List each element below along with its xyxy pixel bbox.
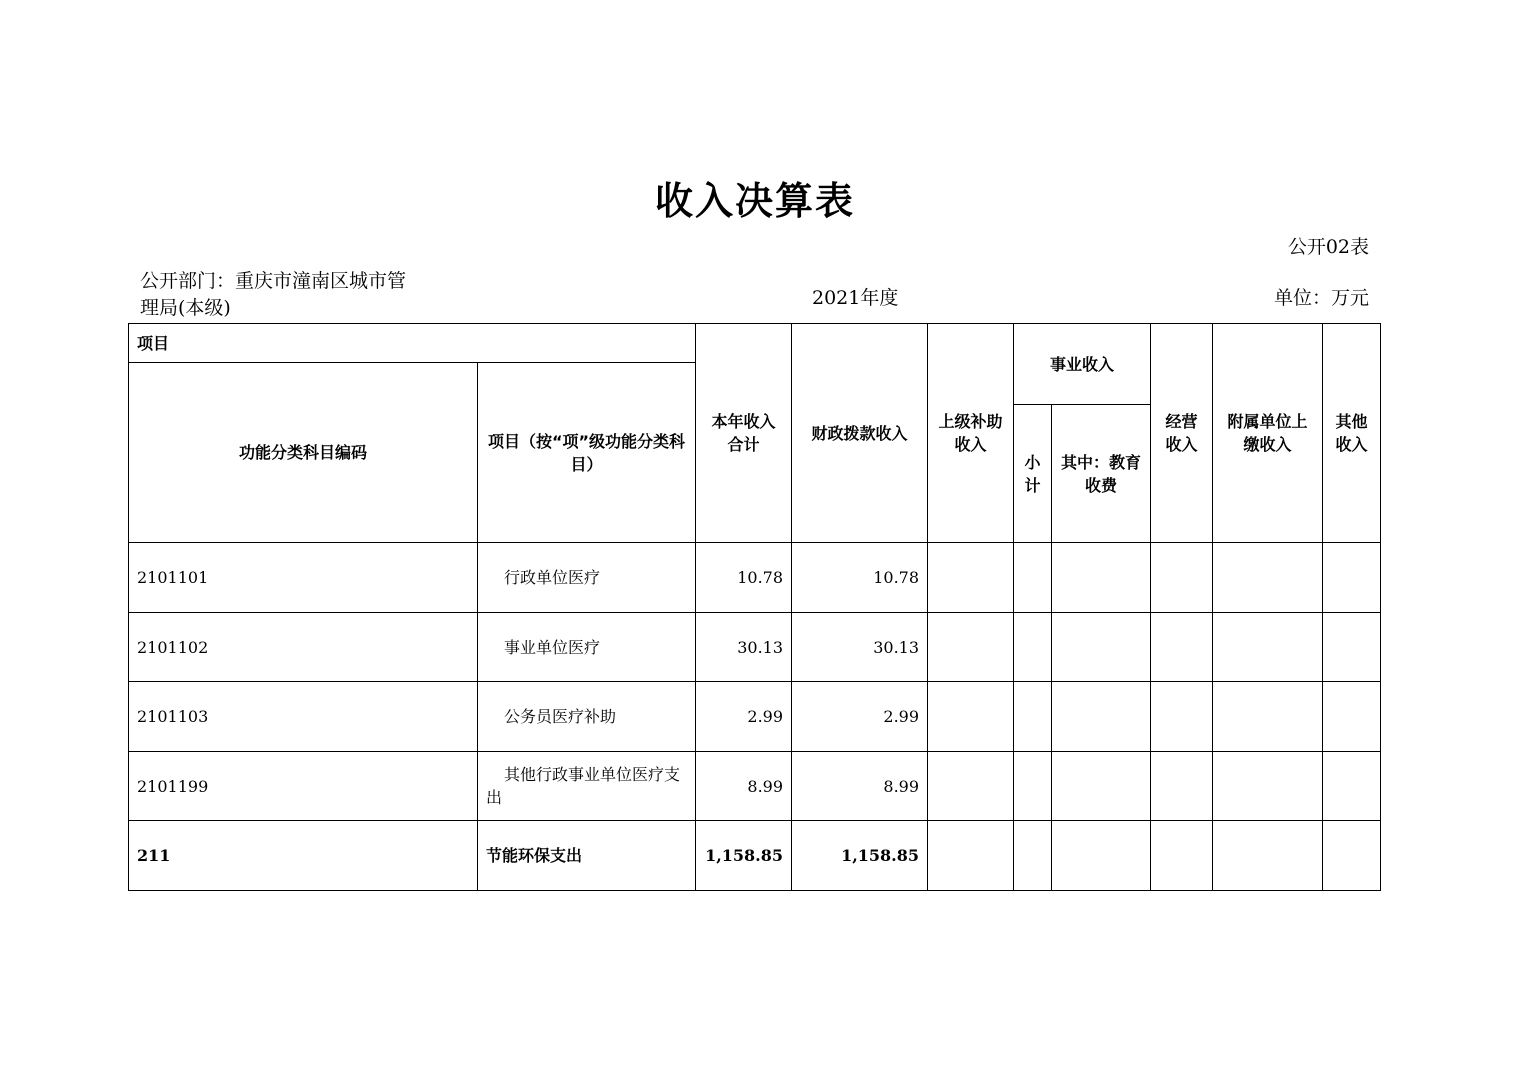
row-fiscal: 10.78 bbox=[792, 543, 928, 613]
header-affiliated: 附属单位上缴收入 bbox=[1213, 324, 1323, 543]
row-name-text: 行政单位医疗 bbox=[504, 568, 601, 587]
empty-cell bbox=[928, 613, 1014, 682]
header-other: 其他收入 bbox=[1323, 324, 1381, 543]
form-number: 公开02表 bbox=[1287, 236, 1369, 258]
header-superior: 上级补助收入 bbox=[928, 324, 1014, 543]
header-total: 本年收入合计 bbox=[696, 324, 792, 543]
header-func-code: 功能分类科目编码 bbox=[129, 363, 478, 543]
row-code: 211 bbox=[129, 821, 478, 891]
row-code: 2101199 bbox=[129, 752, 478, 821]
header-fiscal: 财政拨款收入 bbox=[792, 324, 928, 543]
empty-cell bbox=[1151, 613, 1213, 682]
header-business: 事业收入 bbox=[1014, 324, 1151, 405]
row-fiscal: 8.99 bbox=[792, 752, 928, 821]
table-row bbox=[129, 752, 1381, 821]
row-total: 10.78 bbox=[696, 543, 792, 613]
income-table bbox=[128, 323, 1381, 891]
table-row bbox=[129, 682, 1381, 752]
header-project: 项目 bbox=[129, 324, 696, 363]
row-name-text: 事业单位医疗 bbox=[504, 637, 601, 657]
row-code: 2101102 bbox=[129, 613, 478, 682]
row-name bbox=[478, 613, 696, 682]
empty-cell bbox=[1213, 543, 1323, 613]
row-total: 8.99 bbox=[696, 752, 792, 821]
empty-cell bbox=[1323, 543, 1381, 613]
row-total: 1,158.85 bbox=[696, 821, 792, 891]
empty-cell bbox=[1213, 613, 1323, 682]
row-fiscal: 1,158.85 bbox=[792, 821, 928, 891]
empty-cell bbox=[1014, 752, 1052, 821]
empty-cell bbox=[928, 682, 1014, 752]
empty-cell bbox=[928, 543, 1014, 613]
empty-cell bbox=[1323, 752, 1381, 821]
row-name bbox=[478, 543, 696, 613]
empty-cell bbox=[928, 821, 1014, 891]
row-name-text: 公务员医疗补助 bbox=[504, 707, 617, 726]
header-item-name: 项目（按“项”级功能分类科目） bbox=[478, 363, 696, 543]
empty-cell bbox=[1052, 543, 1151, 613]
row-name bbox=[478, 752, 696, 821]
empty-cell bbox=[1014, 543, 1052, 613]
empty-cell bbox=[1323, 613, 1381, 682]
row-name bbox=[478, 682, 696, 752]
table-row bbox=[129, 821, 1381, 891]
page-title: 收入决算表 bbox=[654, 179, 855, 223]
header-subtotal: 小计 bbox=[1014, 405, 1052, 543]
row-total: 2.99 bbox=[696, 682, 792, 752]
row-name: 节能环保支出 bbox=[478, 821, 696, 891]
empty-cell bbox=[1213, 682, 1323, 752]
empty-cell bbox=[1151, 543, 1213, 613]
empty-cell bbox=[1052, 821, 1151, 891]
unit-label: 单位：万元 bbox=[1273, 287, 1369, 309]
empty-cell bbox=[1151, 752, 1213, 821]
empty-cell bbox=[1052, 613, 1151, 682]
empty-cell bbox=[1323, 682, 1381, 752]
row-total: 30.13 bbox=[696, 613, 792, 682]
row-code: 2101103 bbox=[129, 682, 478, 752]
header-operation: 经营收入 bbox=[1151, 324, 1213, 543]
empty-cell bbox=[1014, 613, 1052, 682]
empty-cell bbox=[928, 752, 1014, 821]
table-row bbox=[129, 613, 1381, 682]
fiscal-year: 2021年度 bbox=[812, 287, 899, 309]
empty-cell bbox=[1323, 821, 1381, 891]
table-row bbox=[129, 543, 1381, 613]
empty-cell bbox=[1014, 821, 1052, 891]
empty-cell bbox=[1151, 821, 1213, 891]
empty-cell bbox=[1052, 682, 1151, 752]
empty-cell bbox=[1014, 682, 1052, 752]
row-code: 2101101 bbox=[129, 543, 478, 613]
row-name-text: 其他行政事业单位医疗支出 bbox=[486, 765, 681, 807]
empty-cell bbox=[1151, 682, 1213, 752]
empty-cell bbox=[1213, 752, 1323, 821]
row-fiscal: 2.99 bbox=[792, 682, 928, 752]
department-label: 公开部门：重庆市潼南区城市管理局(本级) bbox=[140, 270, 407, 319]
row-fiscal: 30.13 bbox=[792, 613, 928, 682]
header-edu-fee: 其中：教育收费 bbox=[1052, 405, 1151, 543]
empty-cell bbox=[1213, 821, 1323, 891]
empty-cell bbox=[1052, 752, 1151, 821]
